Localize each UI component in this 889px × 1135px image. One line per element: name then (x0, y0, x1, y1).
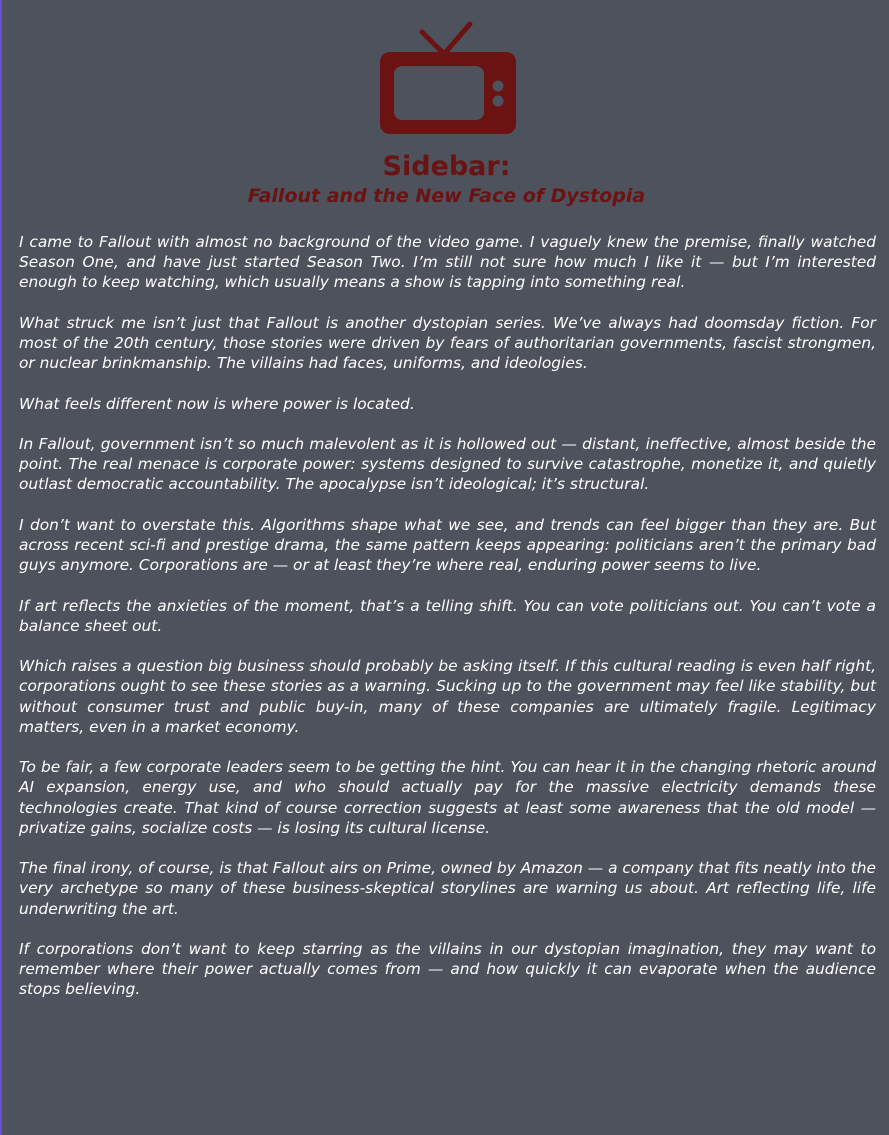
paragraph: I don’t want to overstate this. Algorithms shape what we see, and trends can feel bigger than they are. But across recent sci-fi and prestige drama, the same pattern keeps appearing: politicians aren’t the primary bad guys anymore. Corporations are — or at least they’re where real, enduring power seems to live. (19, 515, 876, 575)
paragraph: If corporations don’t want to keep starring as the villains in our dystopian imagination, they may want to remember where their power actually comes from — and how quickly it can evaporate when the audience stops believing. (19, 939, 876, 999)
paragraph: If art reflects the anxieties of the moment, that’s a telling shift. You can vote politicians out. You can’t vote a balance sheet out. (19, 596, 876, 635)
page-subtitle: Fallout and the New Face of Dystopia (247, 185, 646, 207)
paragraph: What struck me isn’t just that Fallout is another dystopian series. We’ve always had doomsday fiction. For most of the 20th century, those stories were driven by fears of authoritarian governments, fascist strongmen, or nuclear brinkmanship. The villains had faces, uniforms, and ideologies. (19, 313, 876, 373)
paragraph: To be fair, a few corporate leaders seem to be getting the hint. You can hear it in the changing rhetoric around AI expansion, energy use, and who should actually pay for the massive electricity demands these technologies create. That kind of course correction suggests at least some awareness that the old model — privatize gains, socialize costs — is losing its cultural license. (19, 758, 876, 837)
article-body (19, 232, 876, 1020)
tv-icon (378, 20, 518, 138)
paragraph: I came to Fallout with almost no background of the video game. I vaguely knew the premise, finally watched Season One, and have just started Season Two. I’m still not sure how much I like it — but I’m interested enough to keep watching, which usually means a show is tapping into something real. (19, 233, 876, 292)
paragraph: The final irony, of course, is that Fallout airs on Prime, owned by Amazon — a company that fits neatly into the very archetype so many of these business-skeptical storylines are warning us about. Art reflecting life, life underwriting the art. (19, 859, 876, 918)
paragraph: What feels different now is where power is located. (19, 394, 415, 413)
paragraph: In Fallout, government isn’t so much malevolent as it is hollowed out — distant, ineffective, almost beside the point. The real menace is corporate power: systems designed to survive catastrophe, monetize it, and quietly outlast democratic accountability. The apocalypse isn’t ideological; it’s structural. (19, 434, 876, 494)
paragraph: Which raises a question big business should probably be asking itself. If this cultural reading is even half right, corporations ought to see these stories as a warning. Sucking up to the government may feel like stability, but without consumer trust and public buy-in, many of these companies are ultimately fragile. Legitimacy matters, even in a market economy. (19, 657, 876, 736)
page-title: Sidebar: (382, 151, 511, 182)
